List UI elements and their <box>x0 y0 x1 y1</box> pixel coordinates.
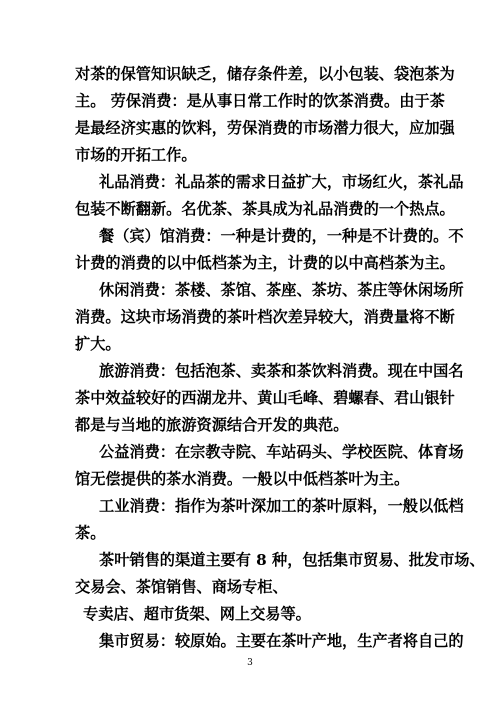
text-line-22: 集市贸易：较原始。主要在茶叶产地，生产者将自己的 <box>99 632 464 650</box>
text-line-15: 公益消费：在宗教寺院、车站码头、学校医院、体育场 <box>99 443 464 461</box>
text-line-20: 交易会、茶馆销售、商场专柜、 <box>75 578 288 596</box>
text-line-13: 茶中效益较好的西湖龙井、黄山毛峰、碧螺春、君山银针 <box>75 389 455 407</box>
text-line-6: 包装不断翻新。名优茶、茶具成为礼品消费的一个热点。 <box>75 200 455 218</box>
text-line-1: 对茶的保管知识缺乏，储存条件差，以小包装、袋泡茶为 <box>75 65 455 83</box>
text-line-18: 茶。 <box>75 524 106 542</box>
text-line-14: 都是与当地的旅游资源结合开发的典范。 <box>75 416 349 434</box>
text-line-3: 是最经济实惠的饮料，劳保消费的市场潜力很大，应加强 <box>75 119 455 137</box>
text-line-7: 餐（宾）馆消费：一种是计费的，一种是不计费的。不 <box>99 227 464 245</box>
text-line-17: 工业消费：指作为茶叶深加工的茶叶原料，一般以低档 <box>99 497 464 515</box>
page-number: 3 <box>247 658 253 668</box>
text-line-2: 主。 劳保消费：是从事日常工作时的饮茶消费。由于茶 <box>75 92 445 110</box>
text-line-19: 茶叶销售的渠道主要有 8 种，包括集市贸易、批发市场、 <box>99 551 485 569</box>
text-line-10: 消费。这块市场消费的茶叶档次差异较大，消费量将不断 <box>75 308 455 326</box>
text-line-12: 旅游消费：包括泡茶、卖茶和茶饮料消费。现在中国名 <box>99 362 464 380</box>
text-line-5: 礼品消费：礼品茶的需求日益扩大，市场红火，茶礼品 <box>99 173 464 191</box>
text-line-21: 专卖店、超市货架、网上交易等。 <box>83 605 311 623</box>
text-line-11: 扩大。 <box>75 335 121 353</box>
text-line-4: 市场的开拓工作。 <box>75 146 197 164</box>
text-line-8: 计费的消费的以中低档茶为主，计费的以中高档茶为主。 <box>75 254 455 272</box>
text-line-16: 馆无偿提供的茶水消费。一般以中低档茶叶为主。 <box>75 470 410 488</box>
text-line-9: 休闲消费：茶楼、茶馆、茶座、茶坊、茶庄等休闲场所 <box>99 281 464 299</box>
